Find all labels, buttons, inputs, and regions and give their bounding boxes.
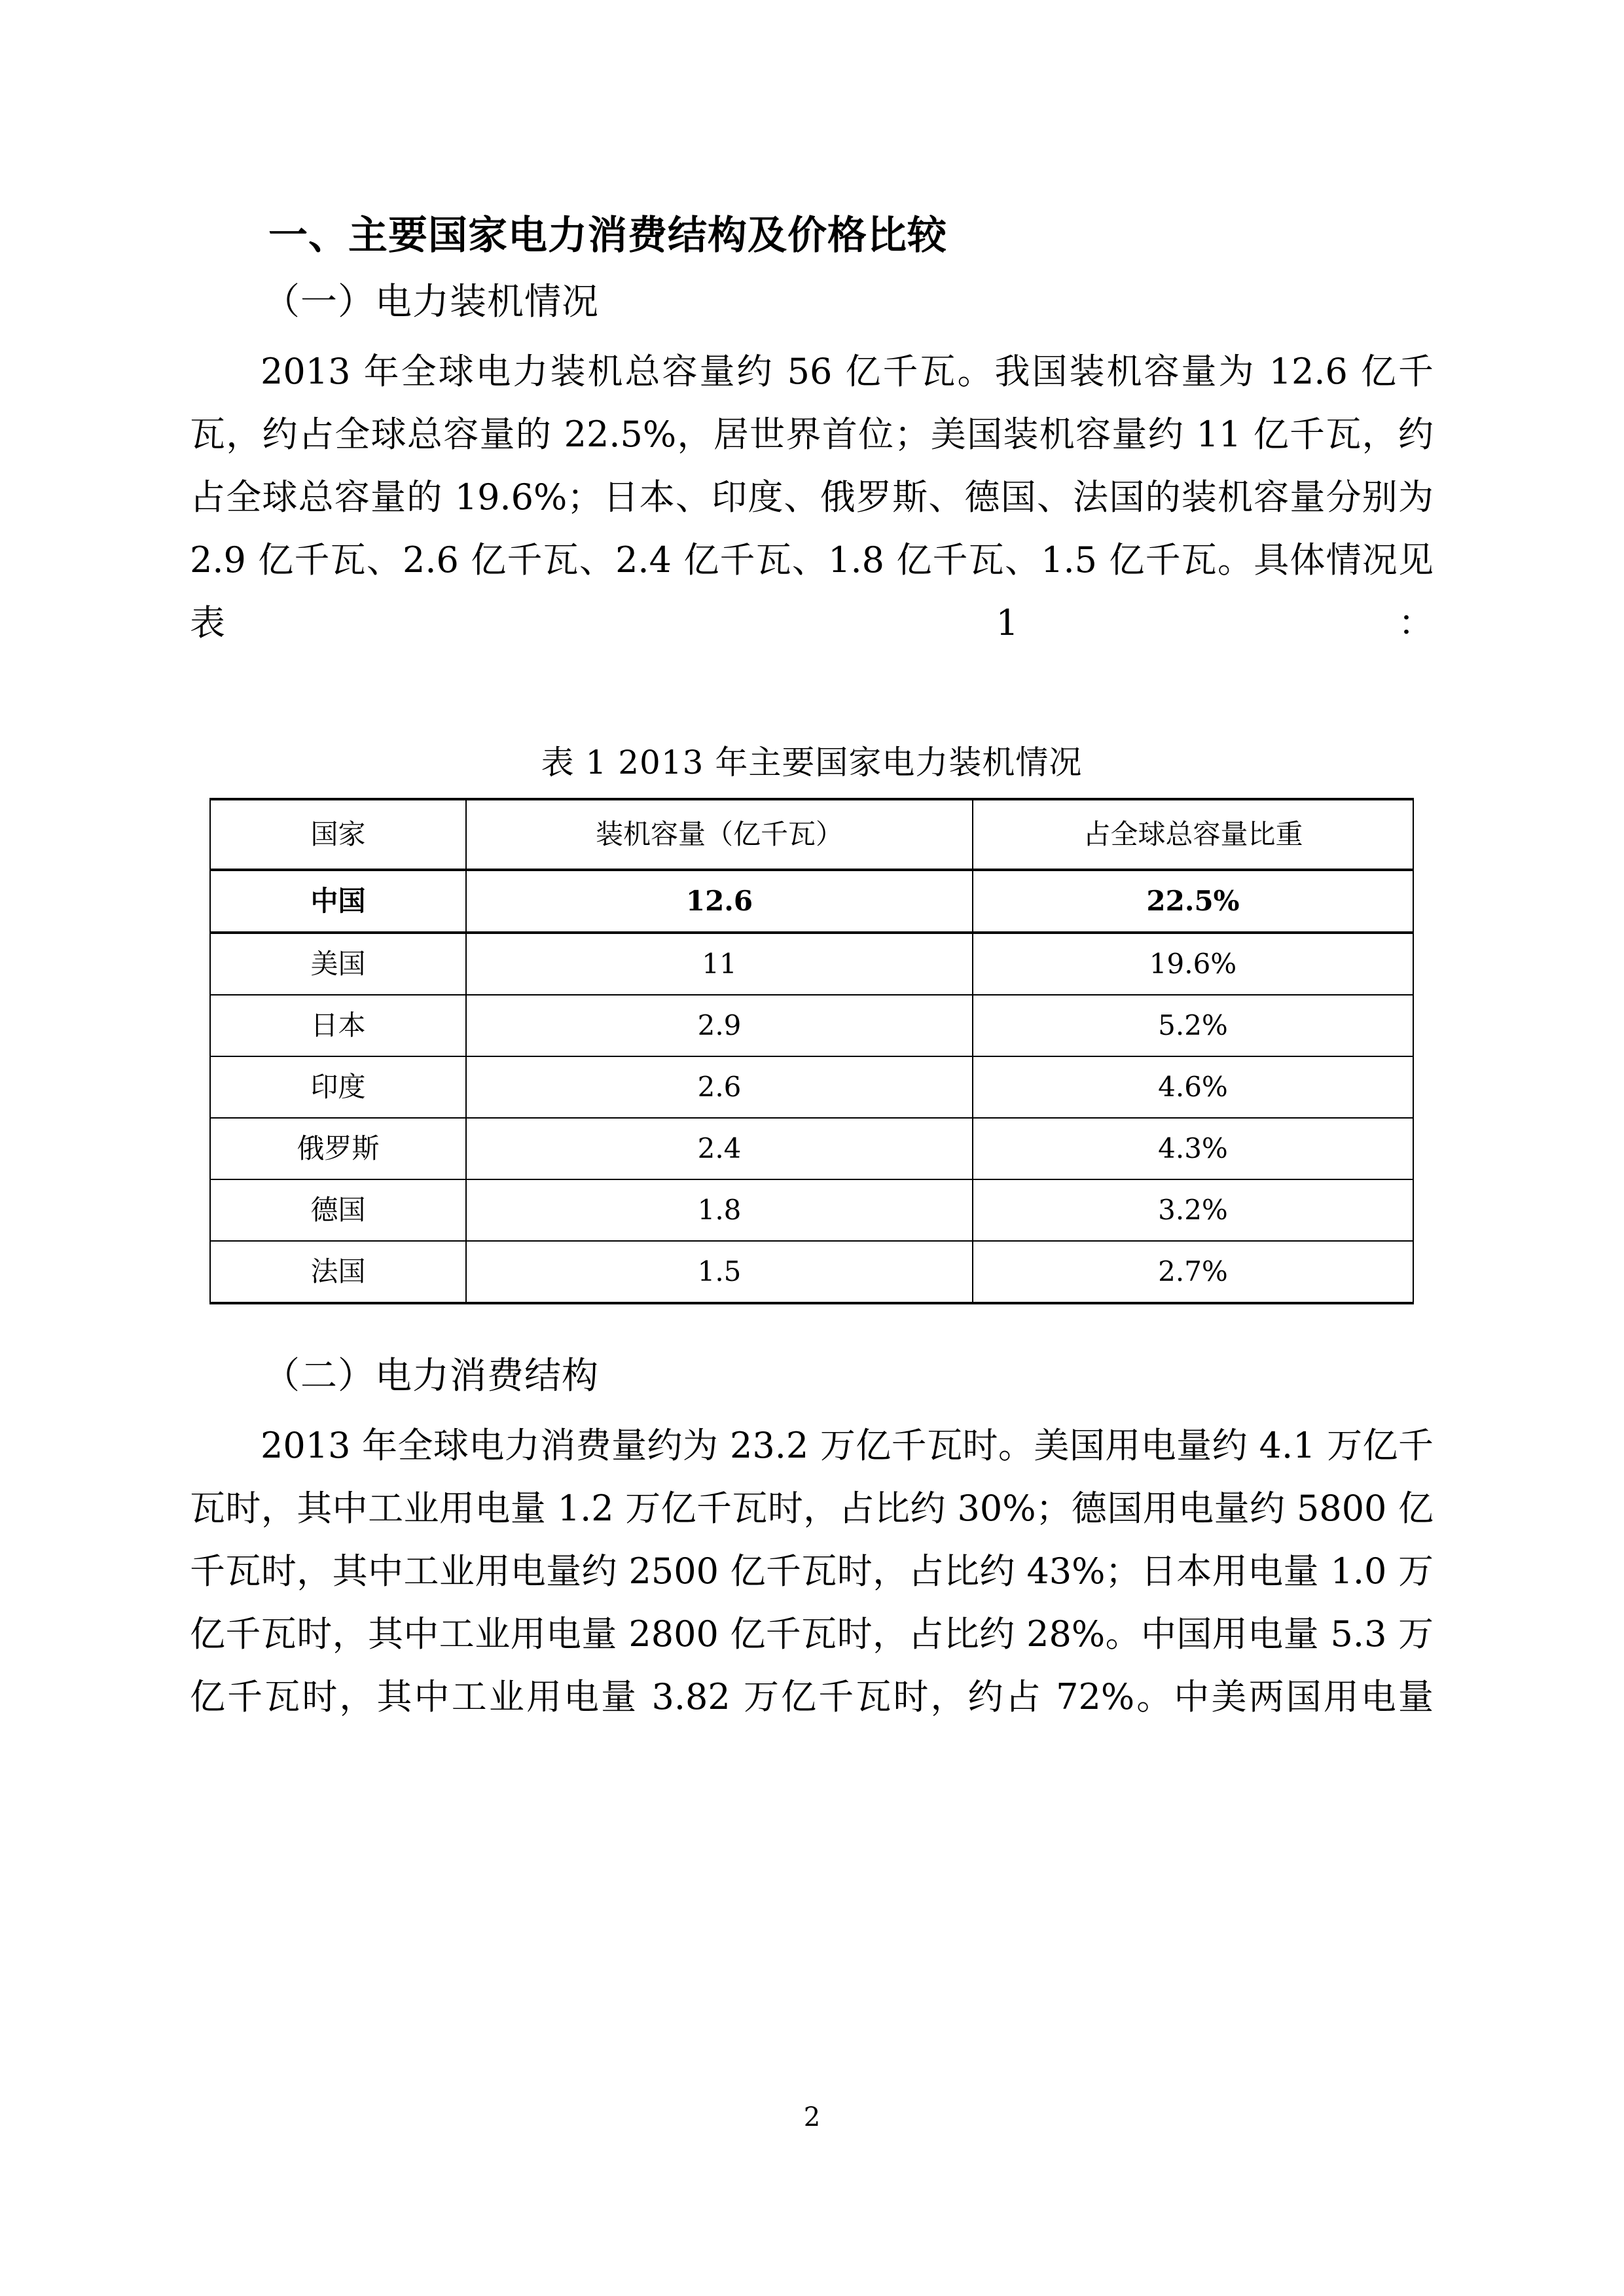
cell-country: 中国 (210, 870, 466, 933)
cell-capacity: 1.8 (466, 1179, 973, 1241)
table-header-row (210, 799, 1413, 870)
table-row (210, 1241, 1413, 1303)
table-row (210, 933, 1413, 995)
table-row (210, 1056, 1413, 1118)
column-header-capacity: 装机容量（亿千瓦） (466, 799, 973, 870)
cell-country: 俄罗斯 (210, 1118, 466, 1179)
cell-country: 印度 (210, 1056, 466, 1118)
page-number: 2 (803, 2102, 821, 2132)
cell-country: 美国 (210, 933, 466, 995)
cell-capacity: 1.5 (466, 1241, 973, 1303)
table-row (210, 1179, 1413, 1241)
table-row (210, 870, 1413, 933)
paragraph-consumption-structure: 2013 年全球电力消费量约为 23.2 万亿千瓦时。美国用电量约 4.1 万亿千瓦时，其中工业用电量 1.2 万亿千瓦时，占比约 30%；德国用电量约 5800 亿千瓦时，其中工业用电量约 2500 亿千瓦时，占比约 43%；日本用电量 1.0 万亿千瓦时，其中工业用电量 2800 亿千瓦时，占比约 28%。中国用电量 5.3 万亿千瓦时，其中工业用电量 3.82 万亿千瓦时，约占 72%。中美两国用电量 (190, 1425, 1434, 1717)
table-row (210, 1118, 1413, 1179)
cell-share: 4.3% (973, 1118, 1413, 1179)
paragraph-installed-capacity: 2013 年全球电力装机总容量约 56 亿千瓦。我国装机容量为 12.6 亿千瓦，约占全球总容量的 22.5%，居世界首位；美国装机容量约 11 亿千瓦，约占全球总容量的 19.6%；日本、印度、俄罗斯、德国、法国的装机容量分别为 2.9 亿千瓦、2.6 亿千瓦、2.4 亿千瓦、1.8 亿千瓦、1.5 亿千瓦。具体情况见表 1： (190, 351, 1434, 643)
table-row (210, 995, 1413, 1056)
table-body (210, 870, 1413, 1303)
cell-country: 日本 (210, 995, 466, 1056)
cell-capacity: 2.6 (466, 1056, 973, 1118)
cell-country: 法国 (210, 1241, 466, 1303)
cell-country: 德国 (210, 1179, 466, 1241)
cell-share: 5.2% (973, 995, 1413, 1056)
cell-share: 22.5% (973, 870, 1413, 933)
column-header-share: 占全球总容量比重 (973, 799, 1413, 870)
installed-capacity-table (209, 798, 1414, 1304)
cell-share: 2.7% (973, 1241, 1413, 1303)
subsection-heading-one: （一）电力装机情况 (263, 281, 599, 323)
column-header-country: 国家 (210, 799, 466, 870)
subsection-heading-two: （二）电力消费结构 (263, 1355, 599, 1397)
cell-share: 4.6% (973, 1056, 1413, 1118)
page-content (190, 213, 1434, 1791)
cell-share: 19.6% (973, 933, 1413, 995)
cell-capacity: 2.9 (466, 995, 973, 1056)
cell-share: 3.2% (973, 1179, 1413, 1241)
cell-capacity: 11 (466, 933, 973, 995)
page-title: 一、主要国家电力消费结构及价格比较 (268, 213, 947, 259)
table-caption: 表 1 2013 年主要国家电力装机情况 (541, 744, 1083, 781)
cell-capacity: 2.4 (466, 1118, 973, 1179)
cell-capacity: 12.6 (466, 870, 973, 933)
